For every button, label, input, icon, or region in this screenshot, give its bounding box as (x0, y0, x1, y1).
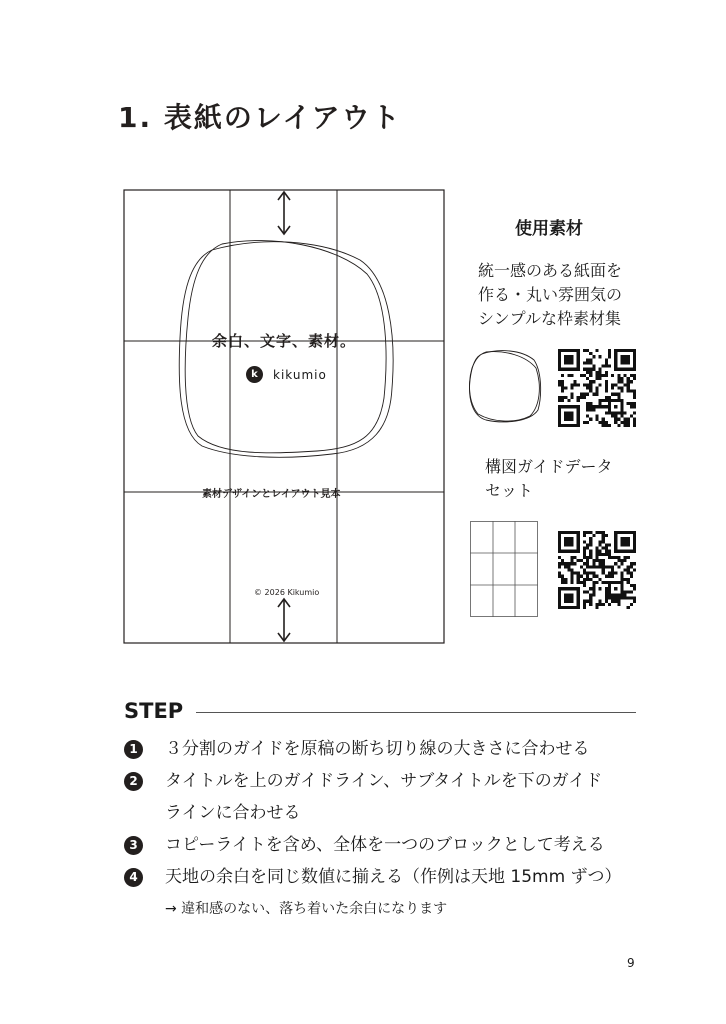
cover-copyright: © 2026 Kikumio (254, 588, 320, 597)
step-divider (196, 712, 636, 713)
qr-code-icon[interactable] (558, 349, 636, 427)
guide-title-line: セット (485, 481, 534, 500)
materials-desc-line: 作る・丸い雰囲気の (478, 285, 623, 304)
kikumio-logo-icon: k (246, 366, 263, 383)
step-note: → 違和感のない、落ち着いた余白になります (165, 901, 448, 917)
guide-grid-thumbnail (470, 521, 538, 617)
step-text: ３分割のガイドを原稿の断ち切り線の大きさに合わせる (165, 739, 590, 759)
page-number: 9 (627, 956, 635, 970)
guide-title-line: 構図ガイドデータ (485, 457, 613, 476)
step-heading: STEP (124, 699, 184, 723)
step-text: タイトルを上のガイドライン、サブタイトルを下のガイド (165, 771, 603, 791)
materials-desc-line: 統一感のある紙面を (478, 261, 623, 280)
cover-logo (246, 366, 327, 383)
cover-subtitle: 素材デザインとレイアウト見本 (202, 489, 341, 500)
step-text: ラインに合わせる (165, 803, 301, 823)
guide-data-title (485, 455, 613, 503)
round-frame-thumbnail (464, 346, 544, 426)
step-text: 天地の余白を同じ数値に揃える（作例は天地 15mm ずつ） (165, 867, 622, 887)
cover-layout-diagram (122, 188, 446, 646)
step-number-icon: 3 (124, 836, 143, 855)
logo-text: kikumio (273, 367, 327, 382)
page-title: 1. 表紙のレイアウト (118, 101, 402, 134)
materials-description (478, 259, 622, 331)
cover-frame (124, 190, 444, 643)
step-number-icon: 2 (124, 772, 143, 791)
bottom-margin-arrow-icon (278, 599, 290, 641)
materials-desc-line: シンプルな枠素材集 (478, 309, 621, 328)
step-number-icon: 1 (124, 740, 143, 759)
top-margin-arrow-icon (278, 192, 290, 234)
step-number-icon: 4 (124, 868, 143, 887)
qr-code-icon[interactable] (558, 531, 636, 609)
materials-heading: 使用素材 (515, 219, 583, 239)
cover-title: 余白、文字、素材。 (212, 332, 357, 350)
step-text: コピーライトを含め、全体を一つのブロックとして考える (165, 835, 605, 855)
